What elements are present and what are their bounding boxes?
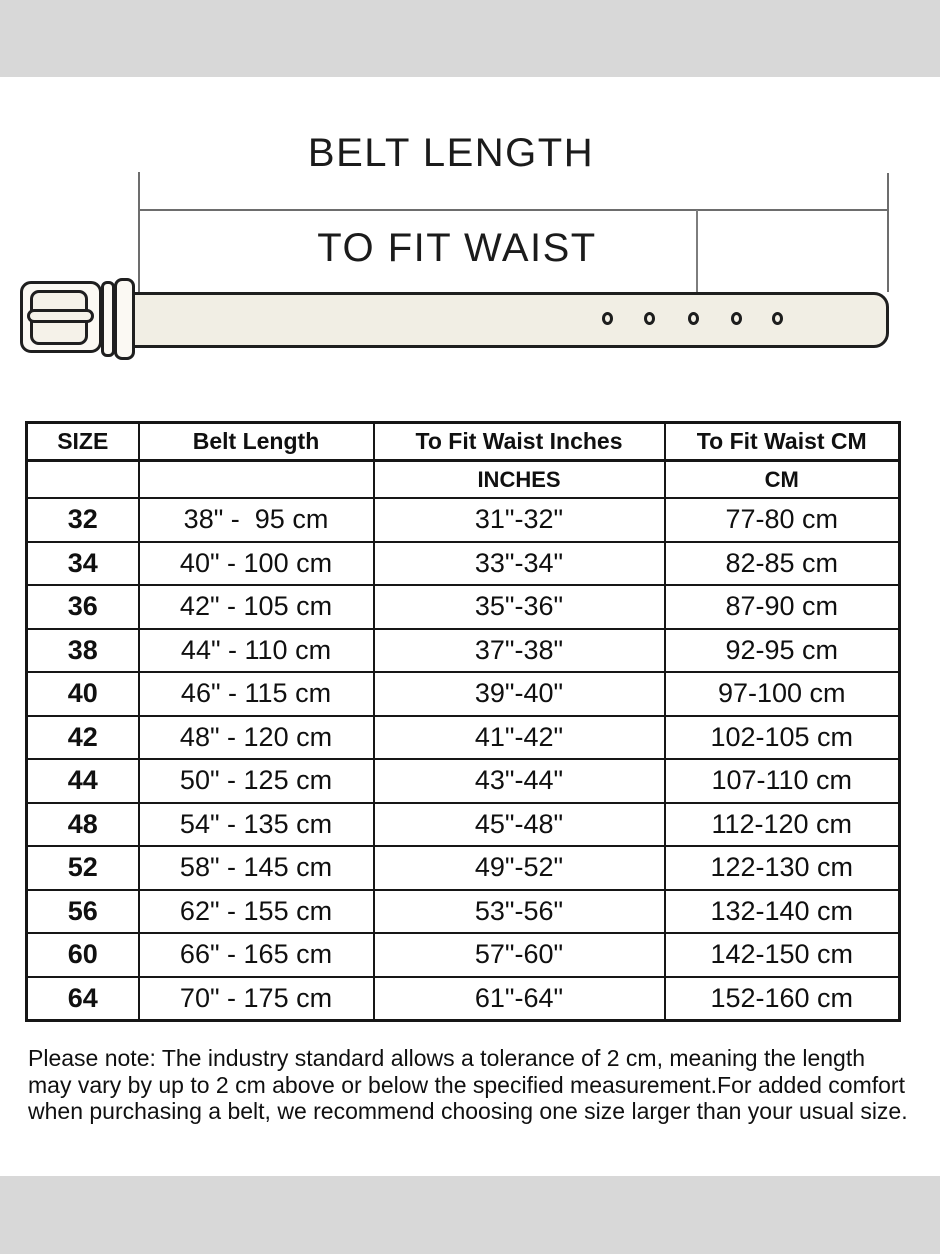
- waist-inches-cell: 43"-44": [374, 759, 665, 803]
- waist-inches-cell: 35"-36": [374, 585, 665, 629]
- size-cell: 38: [27, 629, 139, 673]
- belt-hole: [644, 312, 655, 325]
- table-row: [27, 542, 900, 586]
- size-cell: 48: [27, 803, 139, 847]
- table-row: [27, 585, 900, 629]
- table-row: [27, 716, 900, 760]
- waist-inches-cell: 37"-38": [374, 629, 665, 673]
- header-belt-length: Belt Length: [139, 423, 374, 461]
- belt-length-label: BELT LENGTH: [307, 131, 595, 175]
- note-line: when purchasing a belt, we recommend choosing one size larger than your usual size.: [28, 1098, 908, 1124]
- waist-cm-cell: 97-100 cm: [665, 672, 900, 716]
- belt-hole: [602, 312, 613, 325]
- belt-length-cell: 50" - 125 cm: [139, 759, 374, 803]
- waist-cm-cell: 152-160 cm: [665, 977, 900, 1021]
- subheader-size: [27, 461, 139, 499]
- size-cell: 36: [27, 585, 139, 629]
- waist-cm-cell: 142-150 cm: [665, 933, 900, 977]
- waist-inches-cell: 31"-32": [374, 498, 665, 542]
- belt-size-table: [25, 421, 901, 1022]
- subheader-belt-length: [139, 461, 374, 499]
- belt-length-cell: 48" - 120 cm: [139, 716, 374, 760]
- waist-inches-cell: 57"-60": [374, 933, 665, 977]
- waist-cm-cell: 122-130 cm: [665, 846, 900, 890]
- belt-length-cell: 62" - 155 cm: [139, 890, 374, 934]
- subheader-cm: CM: [665, 461, 900, 499]
- size-cell: 32: [27, 498, 139, 542]
- top-band: [0, 0, 940, 77]
- waist-inches-cell: 49"-52": [374, 846, 665, 890]
- size-cell: 40: [27, 672, 139, 716]
- waist-inches-cell: 41"-42": [374, 716, 665, 760]
- belt-keeper-loop: [114, 278, 135, 360]
- belt-length-cell: 58" - 145 cm: [139, 846, 374, 890]
- table-row: [27, 846, 900, 890]
- waist-inches-cell: 45"-48": [374, 803, 665, 847]
- waist-cm-cell: 87-90 cm: [665, 585, 900, 629]
- tolerance-note: [28, 1045, 938, 1125]
- belt-length-cell: 66" - 165 cm: [139, 933, 374, 977]
- belt-hole: [772, 312, 783, 325]
- belt-length-cell: 44" - 110 cm: [139, 629, 374, 673]
- waist-inches-cell: 33"-34": [374, 542, 665, 586]
- belt-length-cell: 46" - 115 cm: [139, 672, 374, 716]
- waist-inches-cell: 39"-40": [374, 672, 665, 716]
- table-row: [27, 498, 900, 542]
- belt-length-cell: 70" - 175 cm: [139, 977, 374, 1021]
- to-fit-waist-label: TO FIT WAIST: [317, 226, 597, 270]
- table-row: [27, 759, 900, 803]
- size-cell: 34: [27, 542, 139, 586]
- waist-inches-cell: 53"-56": [374, 890, 665, 934]
- to-fit-waist-divider-line: [696, 210, 698, 293]
- table-subheader-row: [27, 461, 900, 499]
- size-cell: 52: [27, 846, 139, 890]
- table-header-row: [27, 423, 900, 461]
- waist-cm-cell: 112-120 cm: [665, 803, 900, 847]
- table-row: [27, 629, 900, 673]
- dimension-line-right: [887, 173, 889, 292]
- waist-inches-cell: 61"-64": [374, 977, 665, 1021]
- size-cell: 56: [27, 890, 139, 934]
- subheader-inches: INCHES: [374, 461, 665, 499]
- belt-hole: [731, 312, 742, 325]
- belt-length-cell: 42" - 105 cm: [139, 585, 374, 629]
- belt-length-cell: 40" - 100 cm: [139, 542, 374, 586]
- table-row: [27, 933, 900, 977]
- belt-buckle-prong: [27, 309, 94, 323]
- table-row: [27, 890, 900, 934]
- header-size: SIZE: [27, 423, 139, 461]
- note-line: may vary by up to 2 cm above or below the specified measurement.For added comfort: [28, 1071, 905, 1098]
- bottom-band: [0, 1176, 940, 1254]
- waist-cm-cell: 102-105 cm: [665, 716, 900, 760]
- waist-cm-cell: 132-140 cm: [665, 890, 900, 934]
- table-row: [27, 977, 900, 1021]
- size-cell: 60: [27, 933, 139, 977]
- header-waist-inches: To Fit Waist Inches: [374, 423, 665, 461]
- table-row: [27, 803, 900, 847]
- size-cell: 42: [27, 716, 139, 760]
- belt-length-cell: 38" - 95 cm: [139, 498, 374, 542]
- waist-cm-cell: 82-85 cm: [665, 542, 900, 586]
- belt-length-cell: 54" - 135 cm: [139, 803, 374, 847]
- waist-cm-cell: 77-80 cm: [665, 498, 900, 542]
- dimension-line-left: [138, 172, 140, 293]
- belt-length-dimension-line: [138, 209, 889, 211]
- waist-cm-cell: 92-95 cm: [665, 629, 900, 673]
- belt-hole: [688, 312, 699, 325]
- belt-keeper-loop: [101, 281, 115, 357]
- table-row: [27, 672, 900, 716]
- size-cell: 44: [27, 759, 139, 803]
- note-line: Please note: The industry standard allows a tolerance of 2 cm, meaning the length: [28, 1045, 866, 1071]
- header-waist-cm: To Fit Waist CM: [665, 423, 900, 461]
- waist-cm-cell: 107-110 cm: [665, 759, 900, 803]
- size-cell: 64: [27, 977, 139, 1021]
